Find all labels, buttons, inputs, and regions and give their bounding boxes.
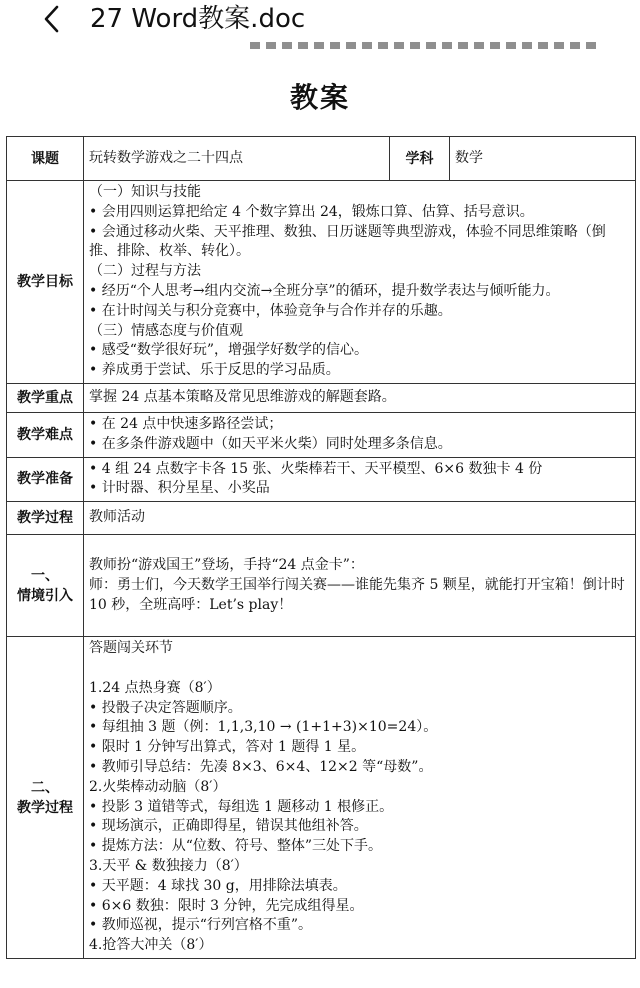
- document-heading: 教案: [289, 81, 350, 114]
- document-view[interactable]: [0, 40, 640, 988]
- text-line: • 会通过移动火柴、天平推理、数独、日历谜题等典型游戏，体验不同思维策略（倒推、排除、枚举、转化）。: [89, 223, 606, 260]
- row-topic: [7, 137, 636, 181]
- text-line: [89, 659, 631, 679]
- part1-label: [7, 535, 84, 637]
- row-key-points: [7, 383, 636, 412]
- text-line: • 投骰子决定答题顺序。: [89, 699, 242, 716]
- text-line: • 会用四则运算把给定 4 个数字算出 24，锻炼口算、估算、括号意识。: [89, 203, 534, 220]
- text-line: • 现场演示，正确即得星，错误其他组补答。: [89, 818, 368, 835]
- top-bar: [0, 0, 640, 40]
- text-line: • 教师引导总结：先凑 8×3、6×4、12×2 等“母数”。: [89, 758, 433, 775]
- row-part1: [7, 535, 636, 637]
- text-line: • 在 24 点中快速多路径尝试；: [89, 415, 283, 432]
- row-process: [7, 502, 636, 535]
- text-line: 掌握 24 点基本策略及常见思维游戏的解题套路。: [89, 389, 396, 406]
- lesson-plan-table: [6, 136, 636, 959]
- part1-title: 情境引入: [17, 587, 73, 604]
- text-line: 2.火柴棒动动脑（8′）: [89, 778, 227, 795]
- text-line: 1.24 点热身赛（8′）: [89, 679, 221, 696]
- text-line: • 教师巡视，提示“行列宫格不重”。: [89, 917, 313, 934]
- text-line: • 提炼方法：从“位数、符号、整体”三处下手。: [89, 838, 383, 855]
- prep-label: 教学准备: [7, 457, 84, 502]
- part2-label: [7, 637, 84, 959]
- topic-value: 玩转数学游戏之二十四点: [84, 137, 390, 181]
- document-title: 27 Word教案.doc: [90, 4, 306, 34]
- text-line: • 在计时闯关与积分竞赛中，体验竞争与合作并存的乐趣。: [89, 302, 452, 319]
- part2-number: 二、: [31, 779, 59, 796]
- row-prep: [7, 457, 636, 502]
- chevron-left-icon: [38, 4, 70, 34]
- difficulties-label: 教学难点: [7, 412, 84, 457]
- text-line: • 投影 3 道错等式，每组选 1 题移动 1 根修正。: [89, 798, 394, 815]
- subject-label: 学科: [390, 137, 450, 181]
- goals-label: 教学目标: [7, 181, 84, 384]
- text-line: 3.天平 & 数独接力（8′）: [89, 857, 248, 874]
- subject-value: 数学: [450, 137, 636, 181]
- text-line: • 经历“个人思考→组内交流→全班分享”的循环，提升数学表达与倾听能力。: [89, 282, 560, 299]
- text-line: • 每组抽 3 题（例：1,1,3,10 → (1+1+3)×10=24）。: [89, 719, 438, 736]
- text-line: （二）过程与方法: [89, 263, 201, 280]
- text-line: 4.抢答大冲关（8′）: [89, 937, 213, 954]
- text-line: 师：勇士们，今天数学王国举行闯关赛——谁能先集齐 5 颗星，就能打开宝箱！倒计时 10 秒，全班高呼：Let’s play！: [89, 576, 625, 613]
- part2-title: 教学过程: [17, 799, 73, 816]
- teacher-activity-header: 教师活动: [84, 502, 636, 535]
- text-line: • 限时 1 分钟写出算式，答对 1 题得 1 星。: [89, 739, 366, 756]
- text-line: （一）知识与技能: [89, 184, 201, 200]
- text-line: （三）情感态度与价值观: [89, 322, 243, 339]
- text-line: 教师扮“游戏国王”登场，手持“24 点金卡”：: [89, 556, 364, 573]
- text-line: • 6×6 数独：限时 3 分钟，先完成组得星。: [89, 897, 364, 914]
- part1-content: [84, 535, 636, 637]
- cropped-text-line: [250, 42, 600, 52]
- row-difficulties: [7, 412, 636, 457]
- row-goals: [7, 181, 636, 384]
- difficulties-content: [84, 412, 636, 457]
- topic-label: 课题: [7, 137, 84, 181]
- text-line: • 养成勇于尝试、乐于反思的学习品质。: [89, 362, 340, 379]
- text-line: • 在多条件游戏题中（如天平米火柴）同时处理多条信息。: [89, 435, 452, 452]
- text-line: • 4 组 24 点数字卡各 15 张、火柴棒若干、天平模型、6×6 数独卡 4 份: [89, 460, 543, 477]
- prep-content: [84, 457, 636, 502]
- key-points-label: 教学重点: [7, 383, 84, 412]
- row-part2: [7, 637, 636, 959]
- text-line: • 天平题：4 球找 30 g，用排除法填表。: [89, 877, 347, 894]
- process-label: 教学过程: [7, 502, 84, 535]
- goals-content: [84, 181, 636, 384]
- back-button[interactable]: [38, 4, 70, 34]
- part2-content: [84, 637, 636, 959]
- text-line: 答题闯关环节: [89, 640, 173, 657]
- part1-number: 一、: [31, 567, 59, 584]
- text-line: • 感受“数学很好玩”，增强学好数学的信心。: [89, 342, 369, 359]
- key-points-content: [84, 383, 636, 412]
- text-line: • 计时器、积分星星、小奖品: [89, 480, 270, 497]
